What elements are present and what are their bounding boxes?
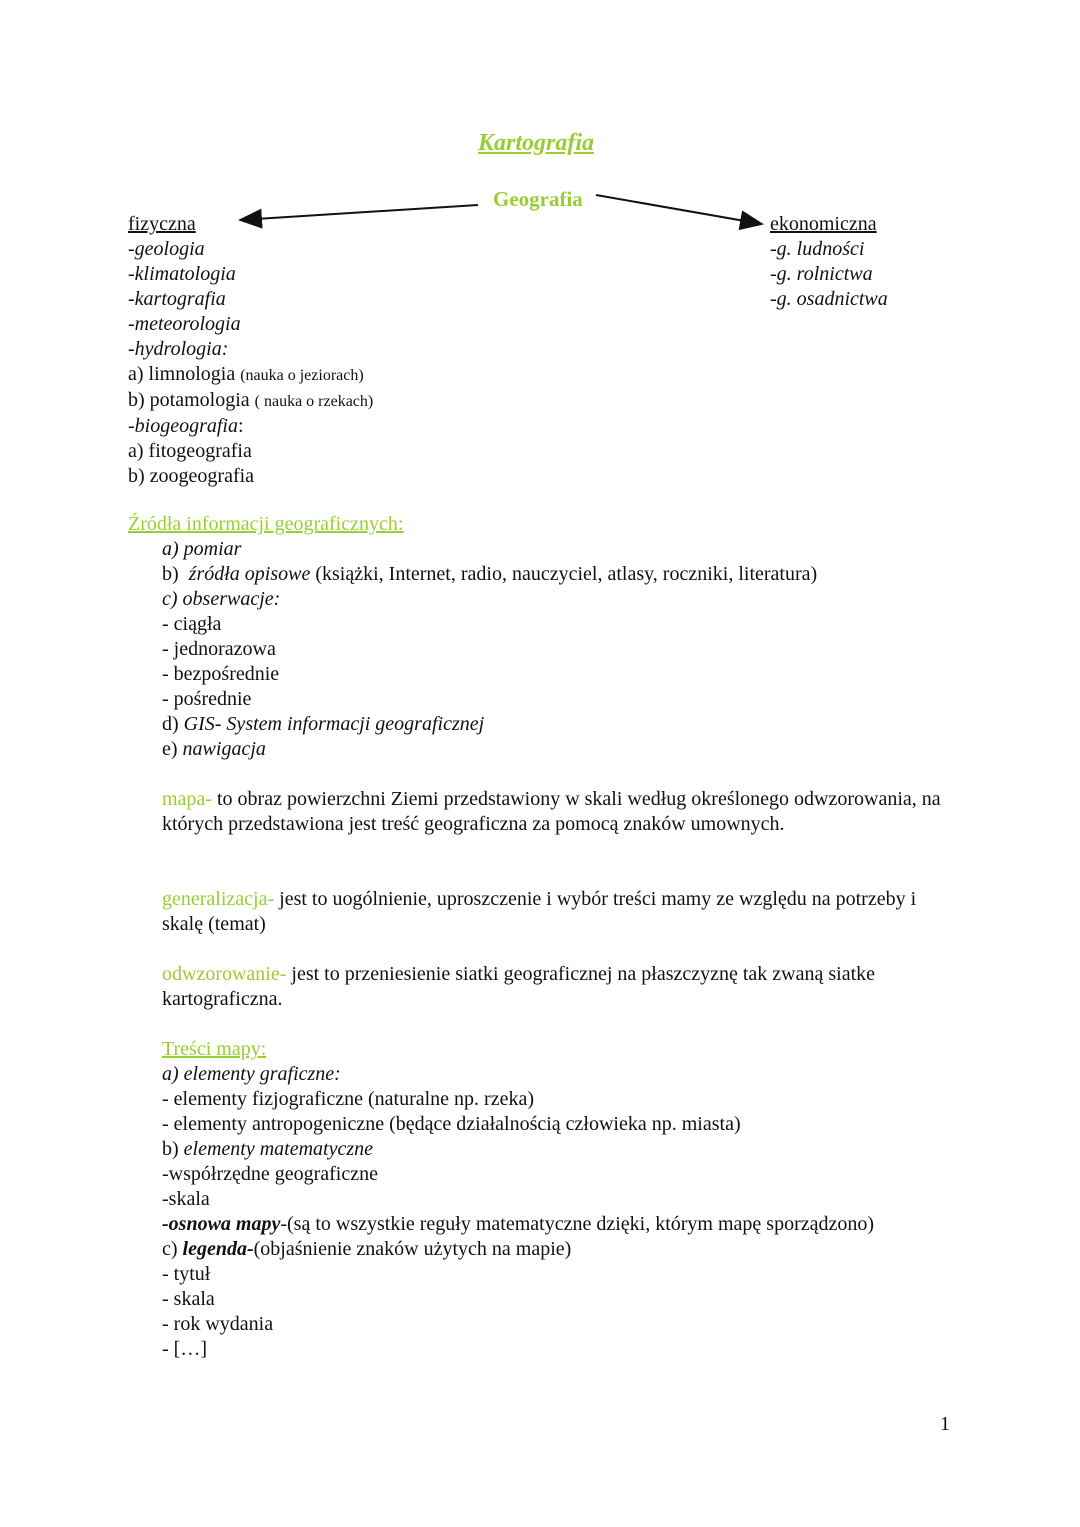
potamologia-note: ( nauka o rzekach): [254, 393, 374, 410]
list-item: - elementy antropogeniczne (będące działalnością człowieka np. miasta): [162, 1113, 741, 1135]
list-item: - skala: [162, 1288, 215, 1310]
item-text: (książki, Internet, radio, nauczyciel, atlasy, roczniki, literatura): [310, 563, 818, 585]
list-item-nawigacja: [162, 737, 817, 762]
definition-odwzorowanie: [162, 962, 962, 1012]
list-item-legenda: [162, 1237, 874, 1262]
list-item: -kartografia: [128, 288, 226, 310]
item-term: źródła opisowe: [188, 563, 311, 585]
item-label: e): [162, 738, 183, 760]
list-item: - bezpośrednie: [162, 663, 280, 685]
potamologia-text: b) potamologia: [128, 389, 250, 411]
list-item-gis: [162, 712, 817, 737]
item-text: -(są to wszystkie reguły matematyczne dzięki, którym mapę sporządzono): [280, 1213, 875, 1235]
branch-ekonomiczna: [770, 212, 888, 312]
list-item: -współrzędne geograficzne: [162, 1163, 378, 1185]
list-item: -geologia: [128, 238, 205, 260]
item-text: elementy matematyczne: [183, 1138, 374, 1160]
list-item: c) obserwacje:: [162, 588, 281, 610]
item-label: c): [162, 1238, 183, 1260]
definition-generalizacja: [162, 887, 922, 937]
branch-fizyczna: [128, 212, 373, 489]
definition-text: to obraz powierzchni Ziemi przedstawiony w skali według określonego odwzorowania, na których przedstawiona jest treść geograficzna za pomocą znaków umownych.: [162, 788, 941, 835]
list-item-biogeografia: [128, 414, 373, 439]
list-item: -g. rolnictwa: [770, 263, 873, 285]
arrow-right: [596, 195, 762, 224]
item-label: b): [162, 563, 189, 585]
map-content-heading: Treści mapy:: [162, 1038, 267, 1060]
list-item: -g. osadnictwa: [770, 288, 888, 310]
geografia-node: Geografia: [493, 187, 583, 211]
item-text: nawigacja: [182, 738, 266, 760]
item-label: d): [162, 713, 184, 735]
list-item: -klimatologia: [128, 263, 236, 285]
list-item-potamologia: [128, 388, 373, 414]
page-title: Kartografia: [478, 130, 595, 156]
item-label: b): [162, 1138, 184, 1160]
biogeografia-text: -biogeografia: [128, 415, 238, 437]
list-item: a) fitogeografia: [128, 440, 252, 462]
item-text: GIS- System informacji geograficznej: [183, 713, 485, 735]
list-item-osnowa: [162, 1212, 874, 1237]
list-item-limnologia: [128, 362, 373, 388]
list-item: b) zoogeografia: [128, 465, 255, 487]
map-content-list: [162, 1037, 874, 1362]
list-item: - ciągła: [162, 613, 222, 635]
list-item: - elementy fizjograficzne (naturalne np. rzeka): [162, 1088, 535, 1110]
branch-heading-ekonomiczna: ekonomiczna: [770, 213, 877, 235]
list-item-zrodla-opisowe: [162, 562, 817, 587]
limnologia-text: a) limnologia: [128, 363, 236, 385]
sources-list: [162, 537, 817, 762]
list-item: - tytuł: [162, 1263, 211, 1285]
list-item: -g. ludności: [770, 238, 865, 260]
list-item: - rok wydania: [162, 1313, 274, 1335]
branch-heading-fizyczna: fizyczna: [128, 213, 196, 235]
definition-term: mapa-: [162, 788, 212, 810]
definition-text: jest to przeniesienie siatki geograficznej na płaszczyznę tak zwaną siatke kartograficzna.: [162, 963, 876, 1010]
page-number: 1: [940, 1413, 950, 1435]
list-item: -meteorologia: [128, 313, 241, 335]
list-item: -skala: [162, 1188, 210, 1210]
list-item: -hydrologia:: [128, 338, 229, 360]
definition-term: odwzorowanie-: [162, 963, 287, 985]
definition-mapa: [162, 787, 952, 837]
list-item: a) pomiar: [162, 538, 242, 560]
definition-term: generalizacja-: [162, 888, 275, 910]
list-item: a) elementy graficzne:: [162, 1063, 341, 1085]
item-term: -osnowa mapy: [162, 1213, 281, 1235]
item-term: legenda-: [182, 1238, 254, 1260]
list-item-elementy-matematyczne: [162, 1137, 874, 1162]
item-text: (objaśnienie znaków użytych na mapie): [253, 1238, 572, 1260]
definition-text: jest to uogólnienie, uproszczenie i wybór treści mamy ze względu na potrzeby i skalę (temat): [162, 888, 917, 935]
list-item: - pośrednie: [162, 688, 252, 710]
biogeografia-colon: :: [238, 415, 244, 437]
limnologia-note: (nauka o jeziorach): [240, 367, 364, 384]
list-item: - jednorazowa: [162, 638, 276, 660]
sources-heading: Źródła informacji geograficznych:: [128, 513, 404, 535]
list-item: - […]: [162, 1338, 207, 1360]
